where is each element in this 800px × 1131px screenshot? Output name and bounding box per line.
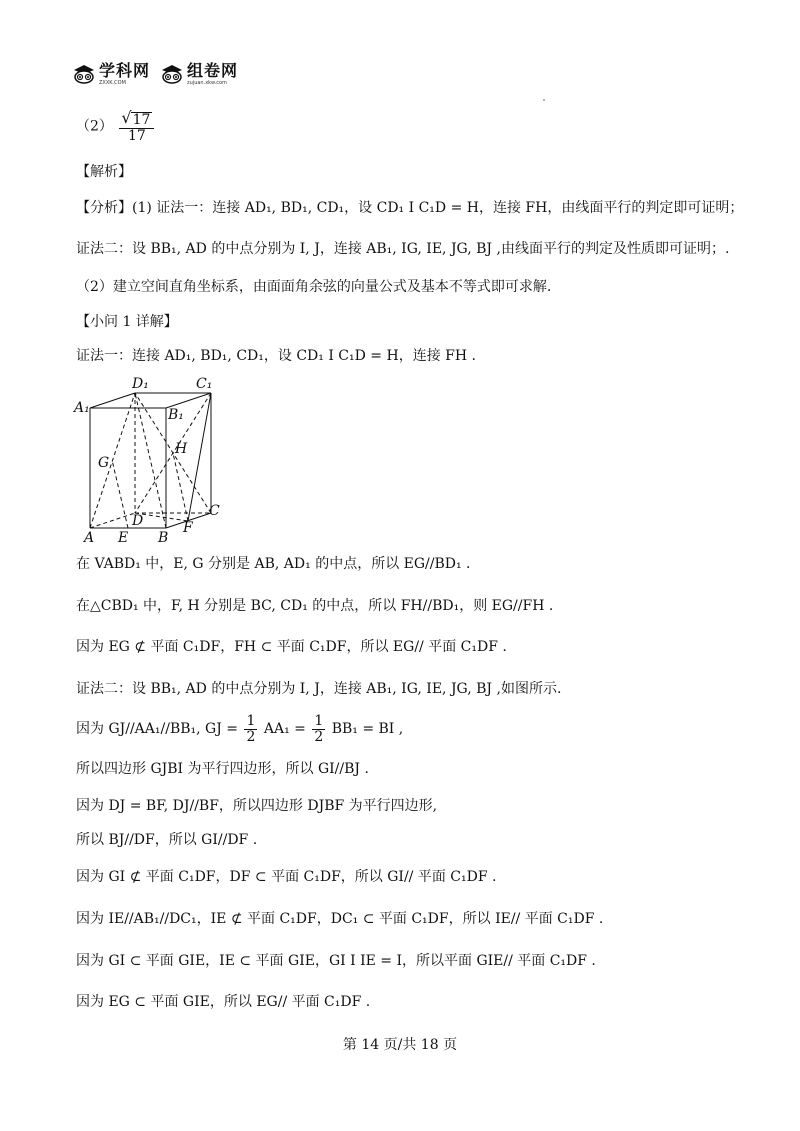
edge-a1-d1 (90, 393, 135, 408)
proof2-line-4: 所以 BJ//DF，所以 GI//DF . (76, 832, 258, 848)
answer-2-fraction: √ 17 17 (119, 110, 154, 143)
label-g: G (98, 455, 110, 471)
logo1-url: ZXXK.COM (99, 79, 126, 86)
logo2-name: 组卷网 (187, 60, 239, 80)
half-fraction-2 (312, 714, 325, 744)
answer-2-radicand: 17 (132, 112, 151, 128)
label-f: F (183, 520, 193, 536)
proof2-line-3: 因为 DJ = BF, DJ//BF，所以四边形 DJBF 为平行四边形, (76, 798, 438, 814)
half-fraction-1 (244, 714, 257, 744)
proof2-line-1c: BB₁ = BI , (331, 721, 404, 738)
proof2-line-6: 因为 IE//AB₁//DC₁，IE ⊄ 平面 C₁DF，DC₁ ⊂ 平面 C₁DF，所以 IE// 平面 C₁DF . (76, 911, 604, 927)
edge-b1-c1 (166, 393, 211, 408)
diag-b-d1 (135, 393, 166, 528)
proof1-line-3: 因为 EG ⊄ 平面 C₁DF，FH ⊂ 平面 C₁DF，所以 EG// 平面 C₁DF . (76, 639, 507, 655)
proof2-line-1a: 因为 GJ//AA₁//BB₁, GJ = (76, 721, 239, 738)
proof2-line-1 (76, 714, 403, 744)
label-d: D (132, 513, 144, 529)
label-c1: C₁ (196, 376, 213, 392)
answer-2-den: 17 (127, 127, 146, 144)
answer-2 (76, 110, 156, 143)
analysis-line-3: （2）建立空间直角坐标系，由面面角余弦的向量公式及基本不等式即可求解. (76, 279, 552, 295)
label-a: A (84, 530, 95, 544)
cuboid-figure (70, 372, 230, 544)
jiexi-heading: 【解析】 (76, 164, 132, 180)
owl-icon (160, 64, 184, 84)
header-logos (72, 60, 238, 88)
diag-a-d1 (90, 393, 135, 528)
proof2-line-1b: AA₁ = (263, 721, 306, 738)
half-num-1: 1 (246, 713, 256, 729)
sub-question-1-heading: 【小问 1 详解】 (76, 314, 178, 330)
label-b: B (158, 530, 169, 544)
edge-a-d-hidden (90, 513, 135, 528)
segment-c1-f (188, 393, 211, 521)
proof2-line-2: 所以四边形 GJBI 为平行四边形，所以 GI//BJ . (76, 761, 369, 777)
proof1-line-1: 在 VABD₁ 中，E, G 分别是 AB, AD₁ 的中点，所以 EG//BD₁ . (76, 556, 471, 572)
label-b1: B₁ (168, 407, 184, 423)
answer-2-prefix: （2） (76, 118, 113, 135)
half-den-2: 2 (314, 728, 324, 745)
logo1-name: 学科网 (99, 60, 151, 80)
label-h: H (175, 441, 188, 457)
label-e: E (118, 530, 129, 544)
logo2-url: zujuan.xkw.com (187, 79, 227, 86)
proof2-intro: 证法二：设 BB₁, AD 的中点分别为 I, J，连接 AB₁, IG, IE, JG, BJ ,如图所示. (76, 681, 562, 697)
segment-f-h (173, 453, 188, 521)
logo-zujuanwang (160, 60, 239, 86)
logo-xuekewang (72, 60, 151, 86)
half-den-1: 2 (246, 728, 256, 745)
analysis-line-1: 【分析】(1) 证法一：连接 AD₁, BD₁, CD₁，设 CD₁ I C₁D = H，连接 FH，由线面平行的判定即可证明； (76, 200, 744, 216)
proof1-intro: 证法一：连接 AD₁, BD₁, CD₁，设 CD₁ I C₁D = H，连接 FH . (76, 348, 476, 364)
label-c: C (209, 503, 220, 519)
proof2-line-5: 因为 GI ⊄ 平面 C₁DF，DF ⊂ 平面 C₁DF，所以 GI// 平面 C₁DF . (76, 869, 497, 885)
proof2-line-8: 因为 EG ⊂ 平面 GIE，所以 EG// 平面 C₁DF . (76, 994, 371, 1010)
half-num-2: 1 (314, 713, 324, 729)
analysis-line-2: 证法二：设 BB₁, AD 的中点分别为 I, J，连接 AB₁, IG, IE, JG, BJ ,由线面平行的判定及性质即可证明；. (76, 241, 730, 257)
owl-icon (72, 64, 96, 84)
proof1-line-2: 在△CBD₁ 中，F, H 分别是 BC, CD₁ 的中点，所以 FH//BD₁，则 EG//FH . (76, 598, 554, 614)
stray-dot (543, 99, 545, 101)
label-a1: A₁ (74, 400, 90, 416)
label-d1: D₁ (132, 376, 149, 392)
page-footer: 第 14 页/共 18 页 (342, 1037, 458, 1053)
proof2-line-7: 因为 GI ⊂ 平面 GIE，IE ⊂ 平面 GIE，GI I IE = I，所以平面 GIE// 平面 C₁DF . (76, 953, 596, 969)
